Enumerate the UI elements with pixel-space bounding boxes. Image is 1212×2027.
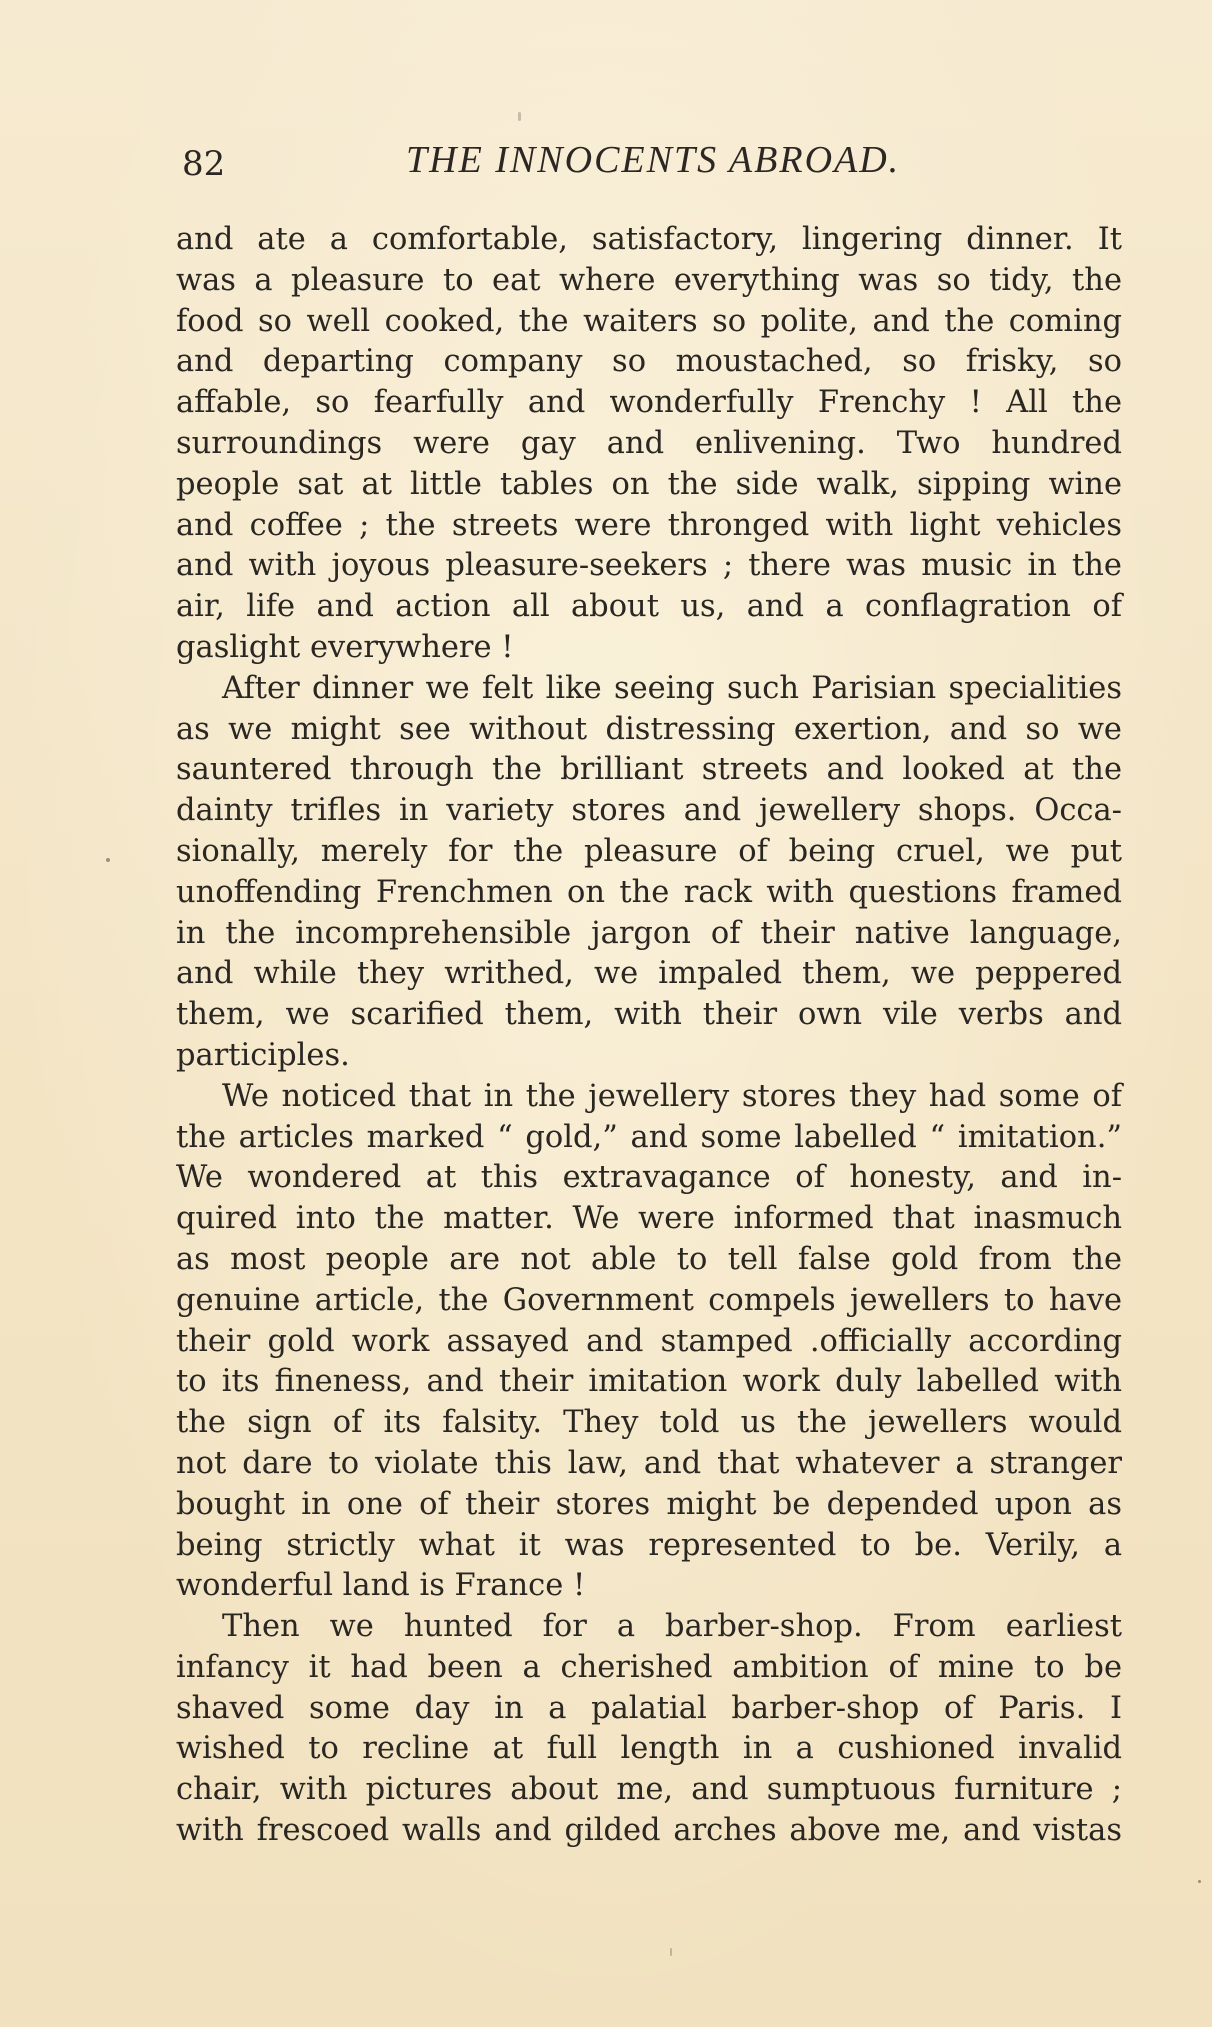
text-line: and coffee ; the streets were thronged with light vehicles: [176, 507, 1122, 543]
text-line: dainty trifles in variety stores and jewellery shops. Occa-: [176, 793, 1122, 829]
running-header: [182, 138, 1142, 198]
body-text: [176, 220, 1122, 1852]
text-line: the articles marked “ gold,” and some labelled “ imitation.”: [176, 1119, 1122, 1155]
text-line: bought in one of their stores might be depended upon as: [176, 1486, 1122, 1522]
text-line: sauntered through the brilliant streets and looked at the: [176, 752, 1122, 788]
text-line: shaved some day in a palatial barber-shop of Paris. I: [176, 1690, 1122, 1726]
text-line: sionally, merely for the pleasure of being cruel, we put: [176, 833, 1122, 869]
running-title: THE INNOCENTS ABROAD.: [406, 139, 901, 181]
text-line: as we might see without distressing exertion, and so we: [176, 711, 1122, 747]
page-number: 82: [182, 144, 226, 184]
paragraph-first-line: Then we hunted for a barber-shop. From earliest: [222, 1609, 1122, 1645]
text-line: surroundings were gay and enlivening. Two hundred: [176, 425, 1122, 461]
text-line: and while they writhed, we impaled them, we peppered: [176, 956, 1122, 992]
paragraph-first-line: After dinner we felt like seeing such Parisian specialities: [222, 670, 1122, 706]
text-line: infancy it had been a cherished ambition of mine to be: [176, 1649, 1122, 1685]
text-line: the sign of its falsity. They told us the jewellers would: [176, 1405, 1122, 1441]
text-line: and departing company so moustached, so frisky, so: [176, 344, 1122, 380]
text-line: was a pleasure to eat where everything was so tidy, the: [176, 262, 1122, 298]
text-line: people sat at little tables on the side walk, sipping wine: [176, 466, 1122, 502]
paper-speck: [518, 112, 521, 121]
text-line: affable, so fearfully and wonderfully Frenchy ! All the: [176, 385, 1122, 421]
text-line: with frescoed walls and gilded arches above me, and vistas: [176, 1813, 1122, 1849]
text-line: wished to recline at full length in a cushioned invalid: [176, 1731, 1122, 1767]
text-line: in the incomprehensible jargon of their native language,: [176, 915, 1122, 951]
paragraph-first-line: We noticed that in the jewellery stores they had some of: [222, 1078, 1122, 1114]
text-line: gaslight everywhere !: [176, 629, 514, 665]
paper-speck: [106, 858, 110, 862]
text-line: not dare to violate this law, and that whatever a stranger: [176, 1445, 1122, 1481]
text-line: We wondered at this extravagance of honesty, and in-: [176, 1160, 1122, 1196]
text-line: food so well cooked, the waiters so polite, and the coming: [176, 303, 1122, 339]
text-line: air, life and action all about us, and a conflagration of: [176, 589, 1122, 625]
text-line: quired into the matter. We were informed that inasmuch: [176, 1201, 1122, 1237]
text-line: chair, with pictures about me, and sumptuous furniture ;: [176, 1772, 1122, 1808]
text-line: genuine article, the Government compels jewellers to have: [176, 1282, 1122, 1318]
text-line: unoffending Frenchmen on the rack with questions framed: [176, 874, 1122, 910]
text-line: as most people are not able to tell false gold from the: [176, 1241, 1122, 1277]
text-line: to its fineness, and their imitation work duly labelled with: [176, 1364, 1122, 1400]
text-line: being strictly what it was represented to be. Verily, a: [176, 1527, 1122, 1563]
text-line: them, we scarified them, with their own vile verbs and: [176, 997, 1122, 1033]
text-line: their gold work assayed and stamped .officially according: [176, 1323, 1122, 1359]
text-line: and ate a comfortable, satisfactory, lingering dinner. It: [176, 222, 1122, 257]
paper-speck: [670, 1948, 672, 1956]
paper-speck: [1198, 1880, 1201, 1883]
text-line: participles.: [176, 1037, 350, 1073]
text-line: and with joyous pleasure-seekers ; there was music in the: [176, 548, 1122, 584]
text-line: wonderful land is France !: [176, 1568, 586, 1604]
